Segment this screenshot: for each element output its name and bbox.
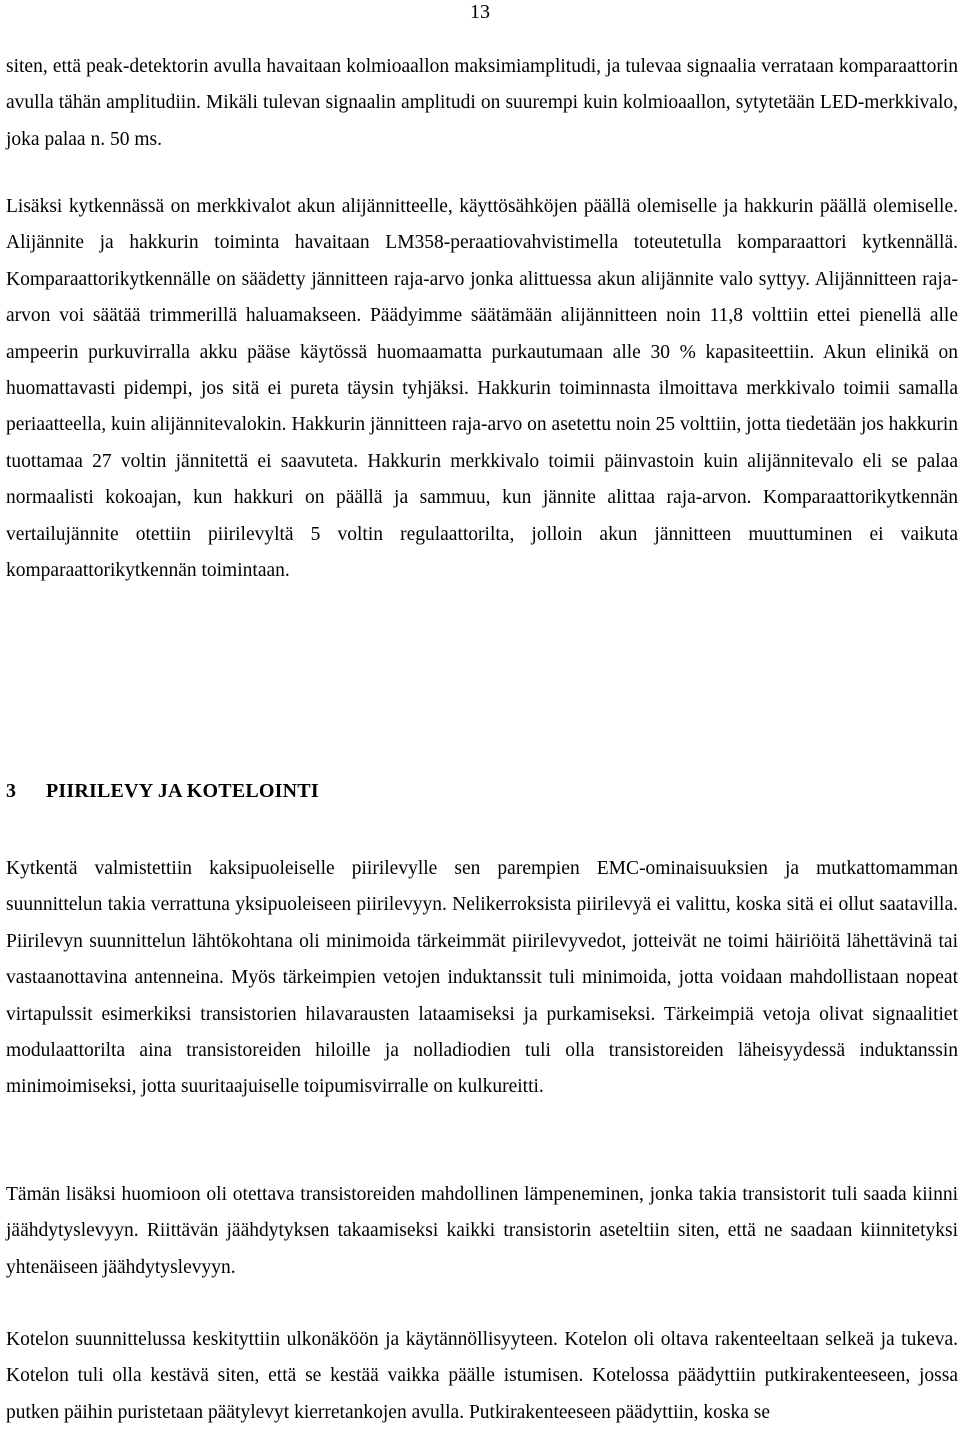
paragraph-pcb-design: Kytkentä valmistettiin kaksipuoleiselle piirilevylle sen parempien EMC-ominaisuuksien ja mutkattomamman suunnittelun takia verrattuna yksipuoleiseen piirilevyyn. Nelikerroksista piirilevyä ei valittu, koska sitä ei ollut saatavilla. Piirilevyn suunnittelun lähtökohtana oli minimoida tärkeimmät piirilevyvedot, jotteivät ne toimi häiriöitä lähettävinä tai vastaanottavina antenneina. Myös tärkeimpien vetojen induktanssit tuli minimoida, jotta voidaan mahdollistaan nopeat virtapulssit esimerkiksi transistorien hilavarausten lataamiseksi ja purkamiseksi. Tärkeimpiä vetoja olivat signaalitiet modulaattorilta aina transistoreiden hiloille ja nolladiodien tuli olla transistoreiden läheisyydessä induktanssin minimoimiseksi, jotta suuritaajuiselle toipumisvirralle on kulkureitti. (6, 858, 958, 1098)
page-number: 13 (470, 1, 490, 23)
section-title: PIIRILEVY JA KOTELOINTI (46, 780, 319, 802)
paragraph-indicator-lights: Lisäksi kytkennässä on merkkivalot akun alijännitteelle, käyttösähköjen päällä olemiselle ja hakkurin päällä olemiselle. Alijännite ja hakkurin toiminta havaitaan LM358-peraatiovahvistimella toteutetulla komparaattori kytkennällä. Komparaattorikytkennälle on säädetty jännitteen raja-arvo jonka alittuessa akun alijännite valo syttyy. Alijännitteen raja-arvon voi säätää trimmerillä haluamakseen. Päädyimme säätämään alijännitteen noin 11,8 volttiin ettei pienellä alle ampeerin purkuvirralla akku pääse käytössä huomaamatta purkautumaan alle 30 % kapasiteettiin. Akun elinikä on huomattavasti pidempi, jos sitä ei pureta täysin tyhjäksi. Hakkurin toiminnasta ilmoittava merkkivalo toimii samalla periaatteella, kuin alijännitevalokin. Hakkurin jännitteen raja-arvo on asetettu noin 25 volttiin, jotta tiedetään jos hakkurin tuottamaa 27 voltin jännitettä ei saavuteta. Hakkurin merkkivalo toimii päinvastoin kuin alijännitevalo eli se palaa normaalisti kokoajan, kun hakkuri on päällä ja sammuu, kun jännite alittaa raja-arvon. Komparaattorikytkennän vertailujännite otettiin piirilevyltä 5 voltin regulaattorilta, jolloin akun jännitteen muuttuminen ei vaikuta komparaattorikytkennän toimintaan. (6, 196, 958, 582)
paragraph-intro-continuation: siten, että peak-detektorin avulla havaitaan kolmioaallon maksimiamplitudi, ja tulevaa signaalia verrataan komparaattorin avulla tähän amplitudiin. Mikäli tulevan signaalin amplitudi on suurempi kuin kolmioaallon, sytytetään LED-merkkivalo, joka palaa n. 50 ms. (6, 56, 958, 150)
section-number: 3 (6, 780, 17, 802)
paragraph-enclosure: Kotelon suunnittelussa keskityttiin ulkonäköön ja käytännöllisyyteen. Kotelon oli oltava rakenteeltaan selkeä ja tukeva. Kotelon tuli olla kestävä siten, että se kestää vaikka päälle istumisen. Kotelossa päädyttiin putkirakenteeseen, jossa putken päihin puristetaan päätylevyt kierretankojen avulla. Putkirakenteeseen päädyttiin, koska se (6, 1329, 958, 1423)
paragraph-heat-sink: Tämän lisäksi huomioon oli otettava transistoreiden mahdollinen lämpeneminen, jonka takia transistorit tuli saada kiinni jäähdytyslevyyn. Riittävän jäähdytyksen takaamiseksi kaikki transistorin aseteltiin siten, että ne saadaan kiinnitetyksi yhtenäiseen jäähdytyslevyyn. (6, 1184, 958, 1278)
section-heading (6, 773, 319, 809)
